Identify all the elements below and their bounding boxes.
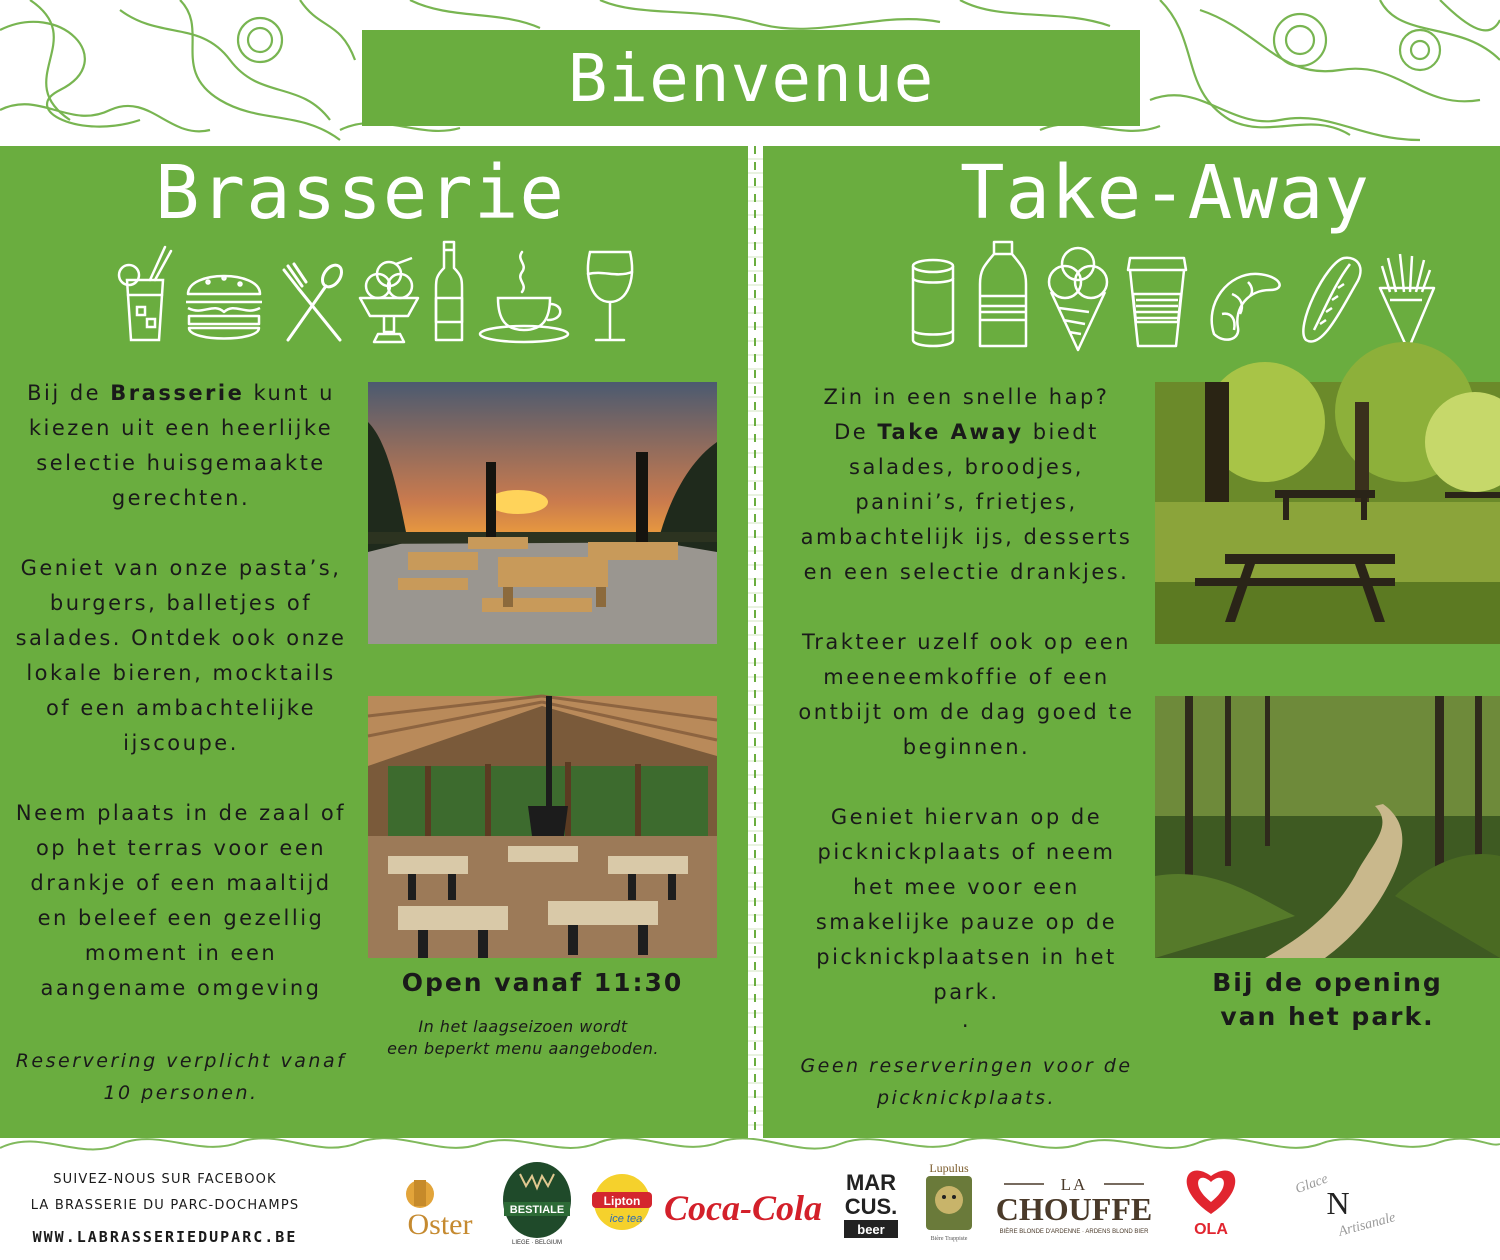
coffee-cup-icon [478,248,574,344]
terrace-sunset-photo [368,382,717,644]
svg-text:BESTIALE: BESTIALE [509,1204,565,1216]
takeaway-description: Zin in een snelle hap? De Take Away biedt salades, broodjes, panini’s, frietjes, ambachtelijk ijs, desserts en een selectie drankjes. Trakteer uzelf ook op een meeneemkoffie of een ontbijt om de dag goed te beginnen. Geniet hiervan op de picknickplaats of neem het mee voor een smakelijke pauze op de picknickplaatsen in het park. . [798,385,1135,1032]
croissant-icon [1208,268,1284,342]
svg-text:BIÈRE BLONDE D'ARDENNE · ARDEN: BIÈRE BLONDE D'ARDENNE · ARDENS BLOND BIER [999,1229,1149,1235]
bestiale-logo [500,1160,574,1246]
svg-text:N: N [1326,1185,1350,1221]
brasserie-title: Brasserie [155,150,565,236]
brasserie-reservation-note: Reservering verplicht vanaf 10 personen. [15,1050,347,1104]
svg-text:Coca-Cola: Coca-Cola [664,1188,822,1228]
lupulus-logo [916,1160,982,1242]
footer-website-link[interactable]: WWW.LABRASSERIEDUPARC.BE [32,1228,298,1246]
svg-text:CUS.: CUS. [844,1194,898,1219]
svg-text:MAR: MAR [845,1170,897,1195]
fries-icon [1378,252,1436,352]
svg-text:beer: beer [857,1222,885,1237]
burger-icon [183,262,265,342]
takeaway-opening-hours: Bij de opening van het park. [1212,968,1443,1031]
cutlery-icon [282,262,346,342]
footer-facebook-line: SUIVEZ-NOUS SUR FACEBOOK [53,1172,277,1187]
svg-text:CHOUFFE: CHOUFFE [995,1191,1153,1227]
svg-text:Oster: Oster [407,1208,473,1241]
takeaway-title: Take-Away [960,150,1370,236]
svg-text:Lipton: Lipton [603,1194,641,1208]
lipton-logo [580,1172,664,1232]
brasserie-opening-hours: Open vanaf 11:30 [401,968,684,997]
glace-artisanale-logo [1286,1168,1398,1240]
ola-logo [1176,1162,1246,1238]
oster-logo [384,1172,496,1241]
panel-divider [748,146,763,1138]
svg-text:Lupulus: Lupulus [929,1161,969,1175]
footer-facebook-page[interactable]: LA BRASSERIE DU PARC-DOCHAMPS [30,1198,300,1213]
svg-text:LIEGE · BELGIUM: LIEGE · BELGIUM [511,1240,563,1246]
svg-text:Bière Trappiste: Bière Trappiste [930,1236,968,1242]
ice-cream-cone-icon [1045,246,1111,352]
la-chouffe-logo [984,1172,1164,1236]
brasserie-description: Bij de Brasserie kunt u kiezen uit een heerlijke selectie huisgemaakte gerechten. Geniet van onze pasta’s, burgers, balletjes of salades. Ontdek ook onze lokale bieren, mocktails of een ambachtelijke ijscoupe. Neem plaats in de zaal of op het terras voor een drankje of een maaltijd en beleef een gezellig moment in een aangename omgeving [15,381,347,1000]
soda-can-icon [908,258,958,348]
banner-title: Bienvenue [567,39,935,117]
wine-glass-icon [584,248,636,344]
svg-text:OLA: OLA [1194,1221,1228,1238]
welcome-banner [362,30,1140,126]
svg-text:LA: LA [1060,1175,1088,1194]
water-bottle-icon [976,240,1030,352]
coca-cola-logo [664,1180,822,1236]
picnic-tables-photo [1155,382,1500,644]
takeaway-no-reservation-note: Geen reserveringen voor de picknickplaats. [800,1055,1133,1109]
svg-text:Glace: Glace [1293,1171,1331,1198]
forest-path-photo [1155,696,1500,958]
svg-text:ice tea: ice tea [609,1213,643,1225]
takeaway-cup-icon [1124,254,1190,350]
cocktail-icon [115,245,175,345]
beer-bottle-icon [434,240,464,344]
ice-cream-cup-icon [356,258,422,344]
marcus-beer-logo [834,1168,908,1240]
low-season-note: In het laagseizoen wordt een beperkt menu aangeboden. [387,1017,659,1058]
hotdog-icon [1296,254,1366,352]
dining-hall-photo [368,696,717,958]
svg-text:Artisanale: Artisanale [1336,1210,1398,1240]
